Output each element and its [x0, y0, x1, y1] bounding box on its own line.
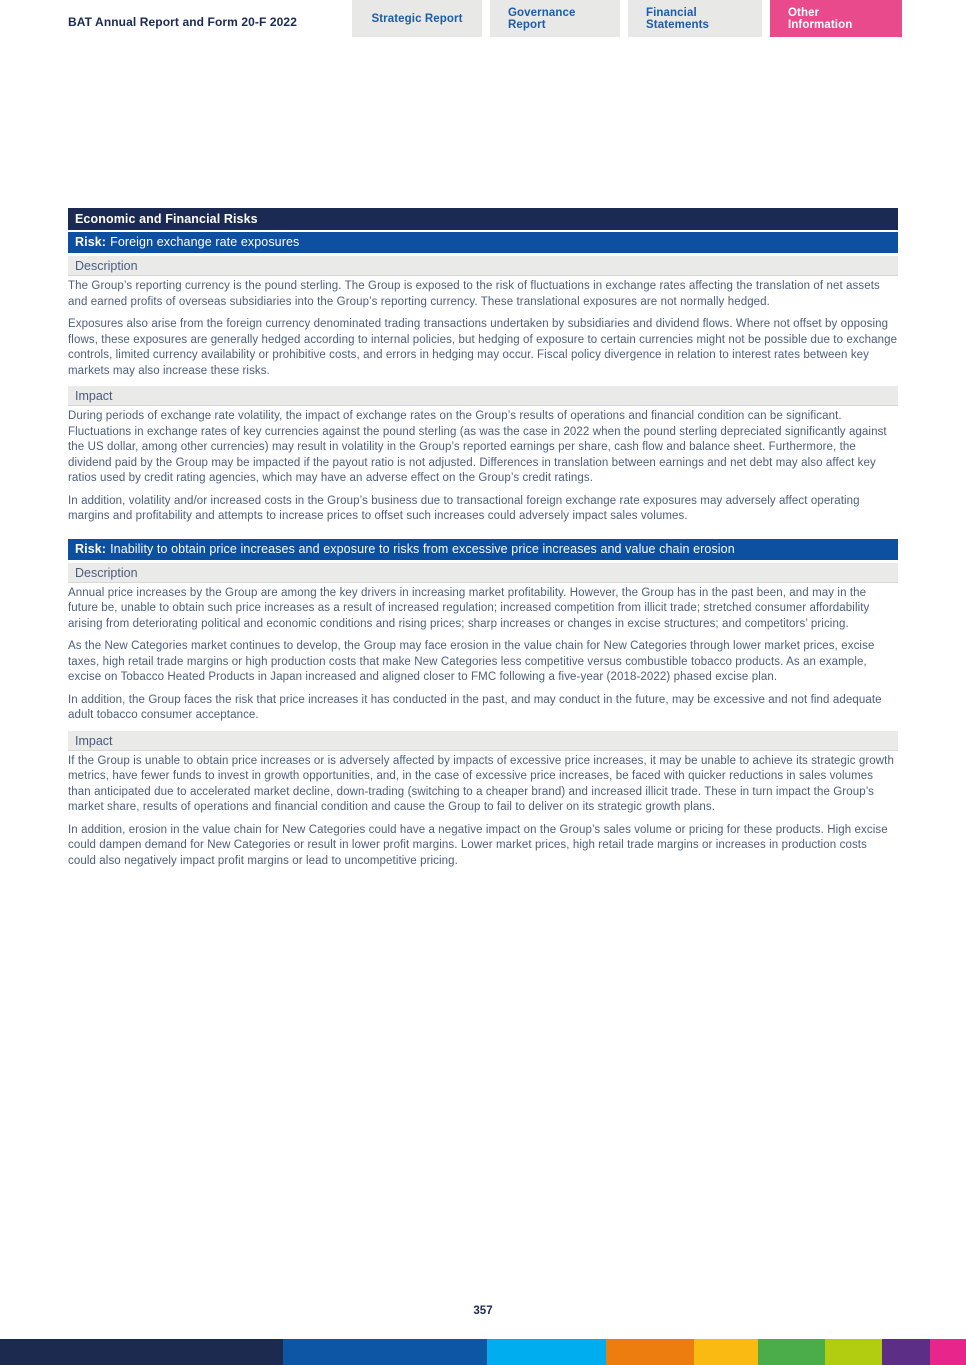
stripe-yellow [694, 1339, 758, 1365]
stripe-orange [606, 1339, 694, 1365]
impact-paragraph: If the Group is unable to obtain price increases or is adversely affected by impacts of excessive price increases, it may be unable to achieve its strategic growth metrics, have fewer funds to invest in growth opportunities, and, in the case of excessive price increases, be faced with quicker reductions in sales volumes than anticipated due to accelerated market decline, down-trading (switching to a cheaper brand) and increased illicit trade. These in turn impact the Group’s market share, results of operations and financial condition and cause the Group to fail to deliver on its strategic growth plans. [68, 754, 894, 813]
tab-other-information-label: Other Information [788, 6, 853, 31]
footer-stripe [0, 1339, 966, 1365]
impact-paragraph: During periods of exchange rate volatility, the impact of exchange rates on the Group’s results of operations and financial condition can be significant. Fluctuations in exchange rates of key currencies against the pound sterling (as was the case in 2022 when the pound sterling depreciated significantly against the US dollar, among other currencies) may result in volatility in the Group’s reported earnings per share, cash flow and balance sheet. Furthermore, the dividend paid by the Group may be impacted if the payout ratio is not adjusted. Differences in translation between earnings and net debt may also affect key ratios used by credit rating agencies, which may have an adverse effect on the Group’s credit ratings. [68, 410, 887, 484]
stripe-green [758, 1339, 825, 1365]
tab-strategic-report-label: Strategic Report [371, 12, 463, 25]
description-paragraph: As the New Categories market continues to develop, the Group may face erosion in the value chain for New Categories through lower market prices, excise taxes, high retail trade margins or high production costs that make New Categories less competitive versus combustible tobacco products. As an example, excise on Tobacco Heated Products in Japan increased and aligned closer to FMC following a five-year (2018-2022) phased excise plan. [68, 640, 875, 683]
risk-title-bar-pricing [68, 539, 898, 560]
risk-block-fx [68, 232, 898, 525]
nav-tabs [352, 0, 902, 37]
risk-label: Risk: [75, 541, 107, 556]
risk-block-pricing [68, 539, 898, 870]
impact-heading: Impact [68, 386, 898, 406]
stripe-dark-navy [0, 1339, 283, 1365]
stripe-cyan [487, 1339, 606, 1365]
tab-other-information[interactable] [770, 0, 902, 37]
tab-financial-statements[interactable] [628, 0, 762, 37]
stripe-blue [283, 1339, 487, 1365]
stripe-lime [825, 1339, 882, 1365]
description-paragraph: Exposures also arise from the foreign currency denominated trading transactions undertaken by subsidiaries and dividend flows. Where not offset by opposing flows, these exposures are generally hedged according to internal policies, but hedging of exposure to certain currencies might not be possible due to exchange controls, limited currency availability or prohibitive costs, and errors in hedging may occur. Fiscal policy divergence in relation to interest rates between key markets may also increase these risks. [68, 318, 898, 377]
risk-title-bar-fx [68, 232, 898, 253]
description-paragraph: In addition, the Group faces the risk that price increases it has conducted in the past, and may conduct in the future, may be excessive and not find adequate adult tobacco consumer acceptance. [68, 693, 882, 721]
section-header: Economic and Financial Risks [68, 208, 898, 230]
description-paragraph: The Group’s reporting currency is the pound sterling. The Group is exposed to the risk of fluctuations in exchange rates affecting the translation of net assets and earned profits of overseas subsidiaries into the Group’s reporting currency. These translational exposures are not normally hedged. [68, 280, 880, 308]
description-heading: Description [68, 563, 898, 583]
report-title: BAT Annual Report and Form 20-F 2022 [68, 15, 297, 29]
stripe-purple [882, 1339, 930, 1365]
tab-strategic-report[interactable] [352, 0, 482, 37]
risk-title: Foreign exchange rate exposures [110, 235, 300, 249]
tab-governance-report-label: Governance Report [508, 6, 576, 31]
page-number: 357 [473, 1305, 493, 1317]
impact-heading: Impact [68, 731, 898, 751]
risk-label: Risk: [75, 235, 107, 249]
impact-paragraph: In addition, erosion in the value chain for New Categories could have a negative impact on the Group’s sales volume or pricing for these products. High excise could dampen demand for New Categories or result in lower profit margins. Lower market prices, high retail trade margins or increases in production costs could also negatively impact profit margins or lead to uncompetitive pricing. [68, 823, 888, 867]
risk-content [68, 208, 898, 876]
description-heading: Description [68, 256, 898, 276]
tab-financial-statements-label: Financial Statements [646, 6, 709, 31]
description-paragraph: Annual price increases by the Group are among the key drivers in increasing market profitability. However, the Group has in the past been, and may in the future be, unable to obtain such price increases as a result of increased regulation; increased competition from illicit trade; stretched consumer affordability arising from deteriorating political and economic conditions and rising prices; sharp increases or changes in excise structures; and competitors’ pricing. [68, 586, 870, 630]
risk-title: Inability to obtain price increases and exposure to risks from excessive price increases and value chain erosion [110, 541, 735, 556]
stripe-pink [930, 1339, 966, 1365]
tab-governance-report[interactable] [490, 0, 620, 37]
impact-paragraph: In addition, volatility and/or increased costs in the Group’s business due to transactional foreign exchange rate exposures may adversely affect operating margins and profitability and attempts to increase prices to offset such increases could adversely impact sales volumes. [68, 494, 860, 522]
